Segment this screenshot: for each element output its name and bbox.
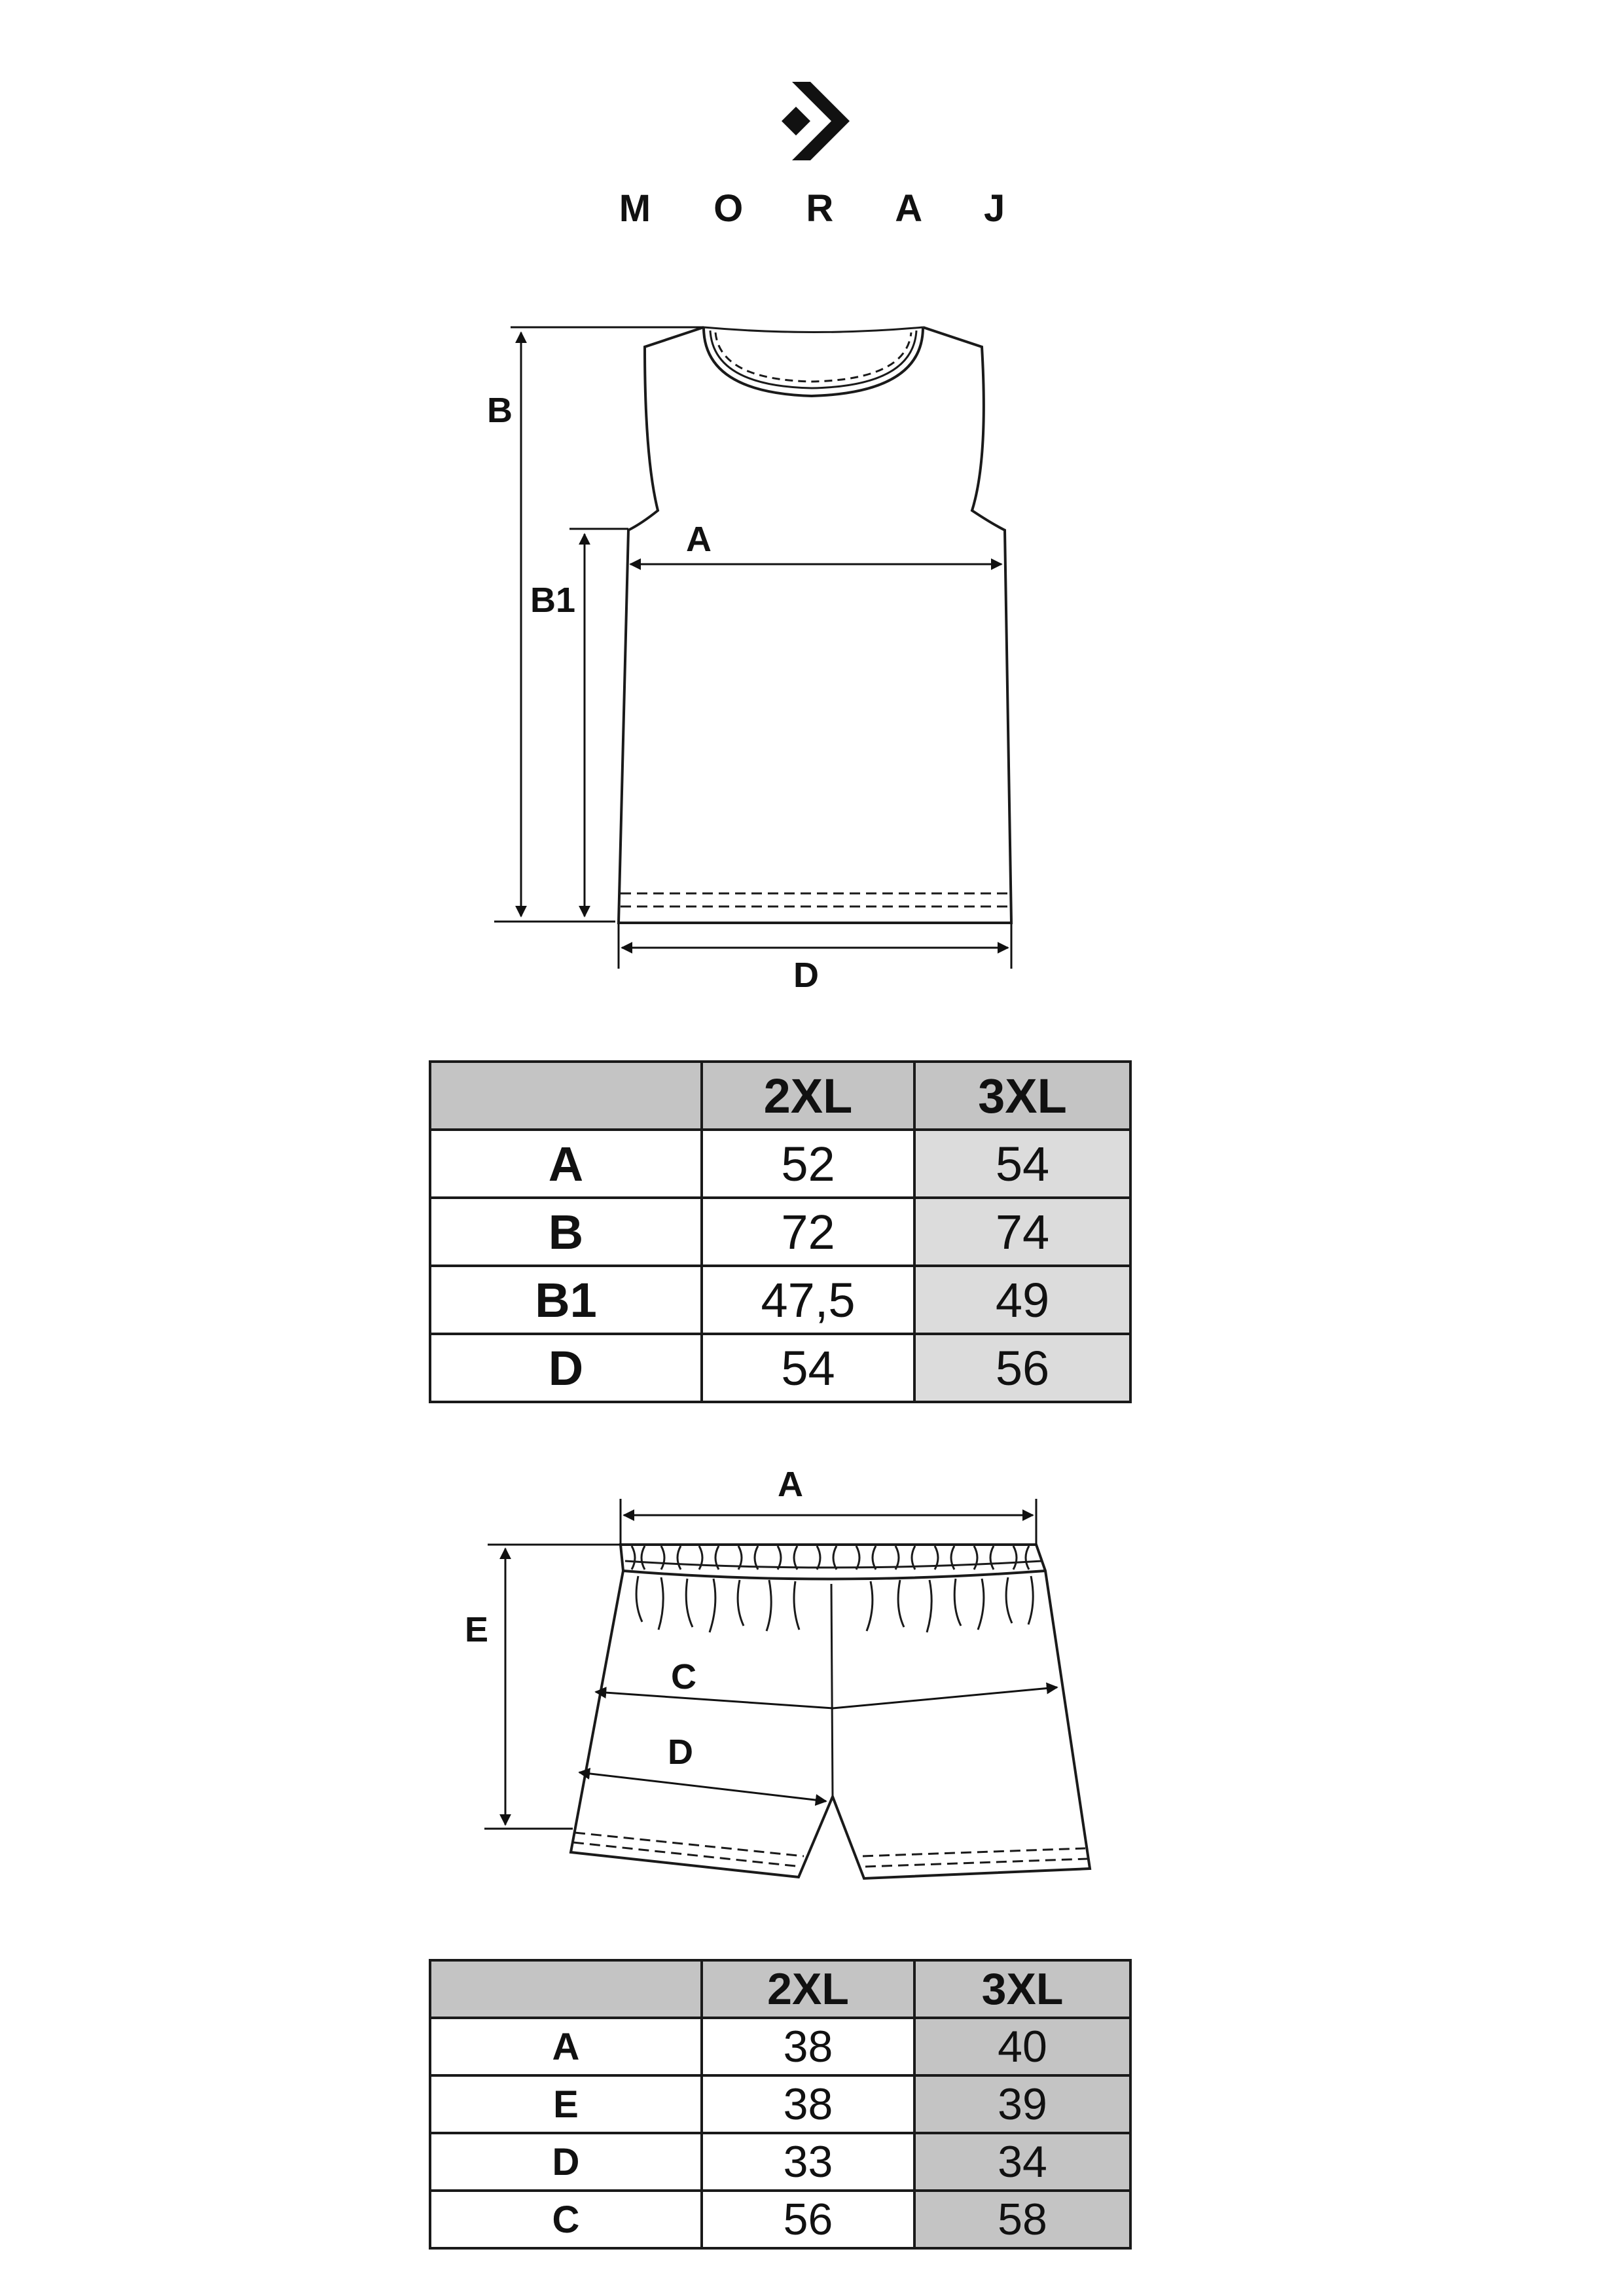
table-row [430, 2018, 1130, 2075]
tank-top-drawing [619, 327, 1011, 923]
table-row [430, 1266, 1130, 1334]
shorts-dimension-lines [484, 1499, 1057, 1829]
shorts-drawing [571, 1545, 1090, 1878]
table-header-row [430, 1960, 1130, 2018]
row-label: C [430, 2191, 702, 2248]
header-cell-3xl: 3XL [914, 1960, 1130, 2018]
value-2xl: 52 [702, 1130, 914, 1198]
table-header-row [430, 1062, 1130, 1130]
row-label: D [430, 2133, 702, 2191]
table-row [430, 2191, 1130, 2248]
row-label: A [430, 2018, 702, 2075]
header-cell-2xl: 2XL [702, 1960, 914, 2018]
tank-label-b1: B1 [530, 581, 576, 620]
value-2xl: 72 [702, 1198, 914, 1266]
shorts-label-a: A [778, 1465, 803, 1504]
tank-label-b: B [487, 391, 513, 430]
value-3xl: 58 [914, 2191, 1130, 2248]
row-label: B [430, 1198, 702, 1266]
tank-top-size-table [429, 1060, 1132, 1403]
header-cell-3xl: 3XL [914, 1062, 1130, 1130]
tank-label-a: A [686, 520, 712, 559]
header-cell-2xl: 2XL [702, 1062, 914, 1130]
table-row [430, 1198, 1130, 1266]
table-row [430, 1130, 1130, 1198]
table-row [430, 2133, 1130, 2191]
value-3xl: 56 [914, 1334, 1130, 1402]
value-3xl: 49 [914, 1266, 1130, 1334]
value-3xl: 40 [914, 2018, 1130, 2075]
shorts-label-e: E [465, 1610, 489, 1649]
value-2xl: 54 [702, 1334, 914, 1402]
tank-label-d: D [793, 956, 819, 995]
value-3xl: 74 [914, 1198, 1130, 1266]
value-3xl: 34 [914, 2133, 1130, 2191]
value-3xl: 54 [914, 1130, 1130, 1198]
value-2xl: 38 [702, 2018, 914, 2075]
brand-name: M O R A J [619, 187, 1032, 230]
header-cell-empty [430, 1062, 702, 1130]
row-label: A [430, 1130, 702, 1198]
value-2xl: 47,5 [702, 1266, 914, 1334]
row-label: B1 [430, 1266, 702, 1334]
header-cell-empty [430, 1960, 702, 2018]
value-2xl: 56 [702, 2191, 914, 2248]
value-3xl: 39 [914, 2075, 1130, 2133]
shorts-size-table [429, 1959, 1132, 2250]
row-label: D [430, 1334, 702, 1402]
shorts-label-c: C [671, 1657, 696, 1696]
shorts-label-d: D [668, 1732, 693, 1772]
row-label: E [430, 2075, 702, 2133]
value-2xl: 38 [702, 2075, 914, 2133]
table-row [430, 1334, 1130, 1402]
tank-top-dimension-lines [494, 327, 1011, 969]
table-row [430, 2075, 1130, 2133]
value-2xl: 33 [702, 2133, 914, 2191]
